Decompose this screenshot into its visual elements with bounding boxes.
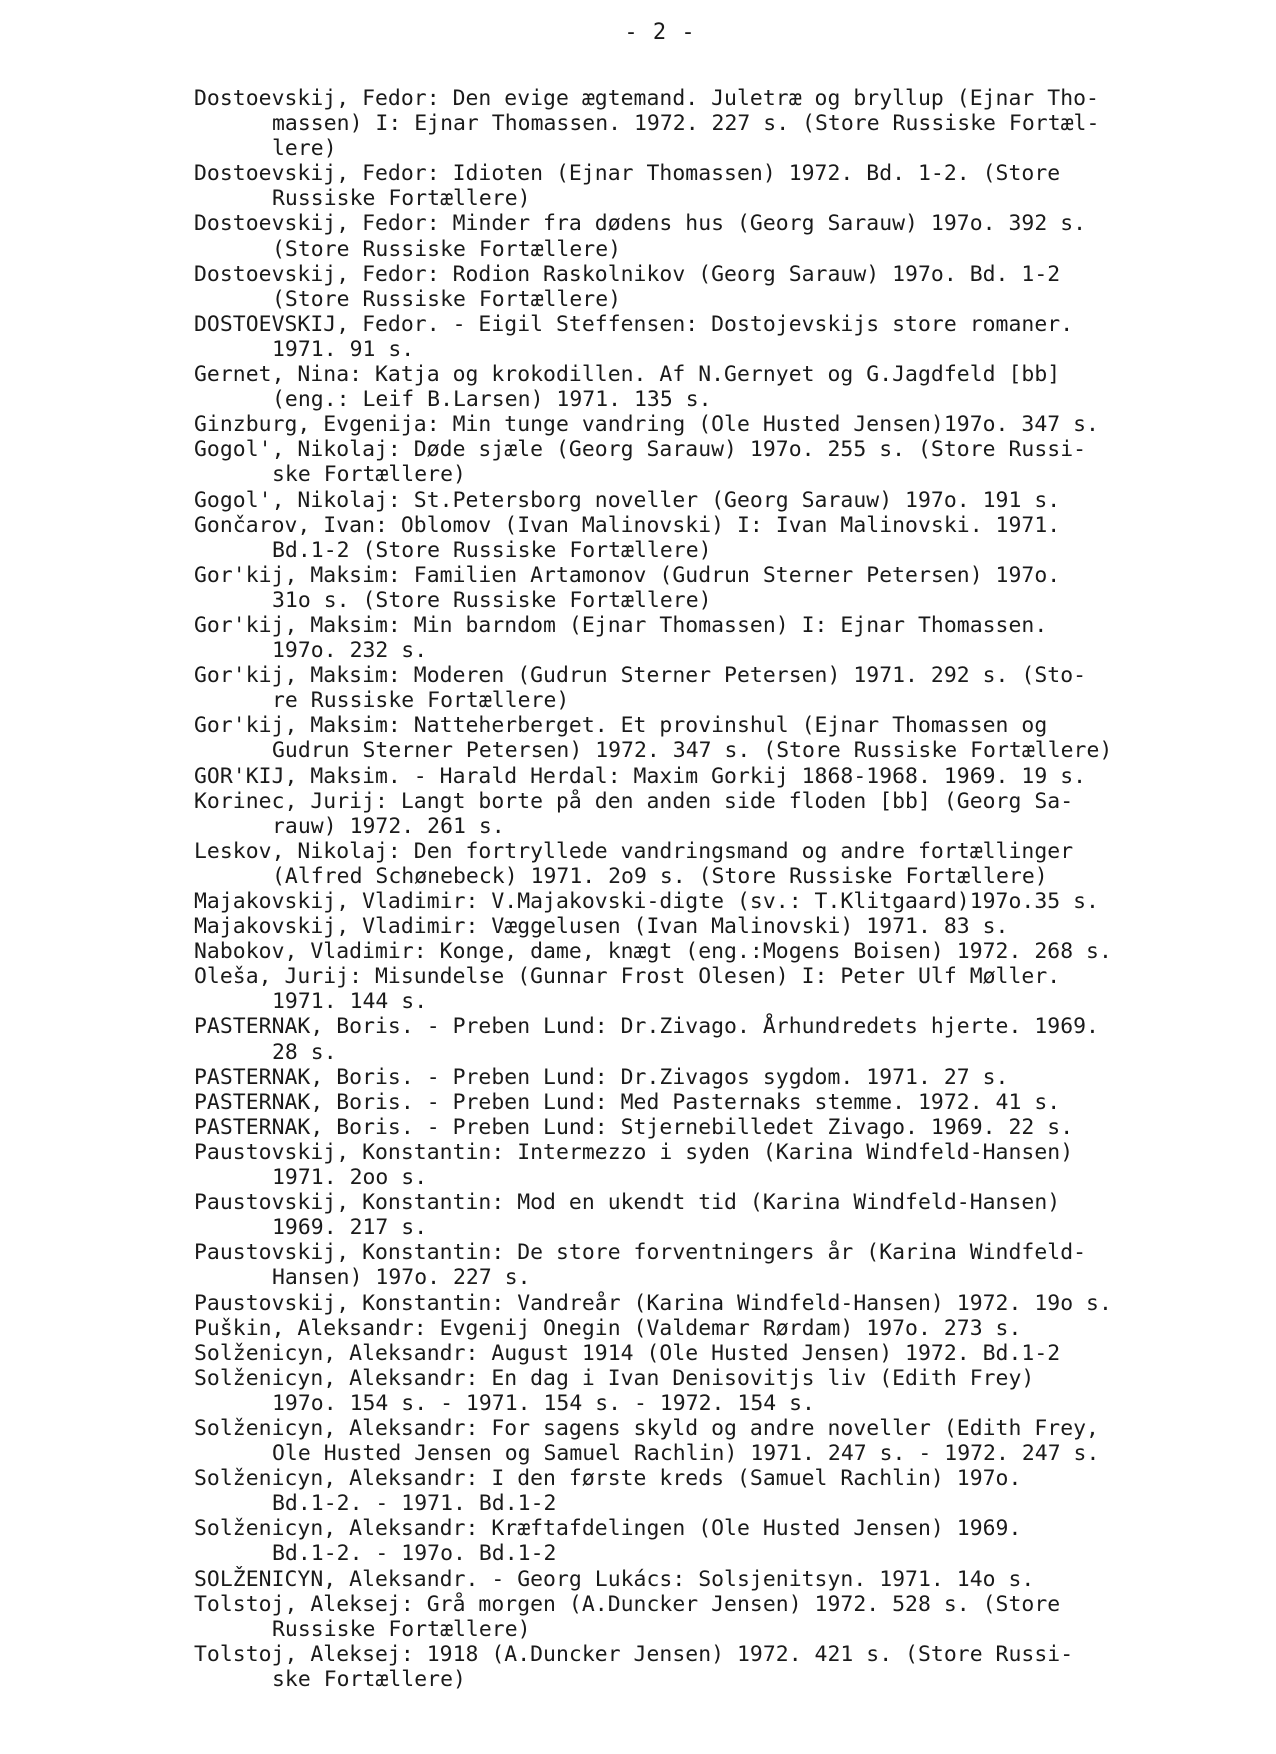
bibliography-entry [194,1014,1270,1064]
bibliography-entry [194,1240,1270,1290]
entry-line: Puškin, Aleksandr: Evgenij Onegin (Valdemar Rørdam) 197o. 273 s. [194,1315,1022,1341]
bibliography-entry [194,1190,1270,1240]
bibliography-entry [194,563,1270,613]
bibliography-entry [194,839,1270,889]
bibliography-entry [194,1316,1270,1341]
entry-continuation-line: ske Fortællere) [272,462,466,488]
entry-line: DOSTOEVSKIJ, Fedor. - Eigil Steffensen: Dostojevskijs store romaner. [194,311,1074,337]
entry-continuation-line: 1969. 217 s. [272,1215,428,1241]
entry-line: Paustovskij, Konstantin: Mod en ukendt tid (Karina Windfeld-Hansen) [194,1190,1061,1216]
bibliography-entry [194,1642,1270,1692]
entry-line: Tolstoj, Aleksej: 1918 (A.Duncker Jensen) 1972. 421 s. (Store Russi- [194,1641,1074,1667]
entry-continuation-line: (Store Russiske Fortællere) [272,286,622,312]
entry-continuation-line: ske Fortællere) [272,1666,466,1692]
entry-line: Gor'kij, Maksim: Familien Artamonov (Gudrun Sterner Petersen) 197o. [194,562,1061,588]
entry-continuation-line: Bd.1-2. - 1971. Bd.1-2 [272,1491,557,1517]
entry-continuation-line: rauw) 1972. 261 s. [272,813,505,839]
bibliography-entry [194,488,1270,513]
entry-line: Paustovskij, Konstantin: Vandreår (Karina Windfeld-Hansen) 1972. 19o s. [194,1290,1112,1316]
bibliography-entry [194,1140,1270,1190]
entry-line: PASTERNAK, Boris. - Preben Lund: Med Pasternaks stemme. 1972. 41 s. [194,1089,1061,1115]
entry-line: Solženicyn, Aleksandr: August 1914 (Ole Husted Jensen) 1972. Bd.1-2 [194,1340,1061,1366]
bibliography-entry [194,1366,1270,1416]
entry-line: Dostoevskij, Fedor: Rodion Raskolnikov (Georg Sarauw) 197o. Bd. 1-2 [194,261,1061,287]
bibliography-entry [194,1341,1270,1366]
entry-line: Dostoevskij, Fedor: Idioten (Ejnar Thomassen) 1972. Bd. 1-2. (Store [194,161,1061,187]
entry-continuation-line: Russiske Fortællere) [272,186,531,212]
entry-continuation-line: 28 s. [272,1039,337,1065]
bibliography-entry [194,86,1270,161]
entry-line: Gor'kij, Maksim: Natteherberget. Et provinshul (Ejnar Thomassen og [194,713,1048,739]
entry-line: PASTERNAK, Boris. - Preben Lund: Dr.Zivagos sygdom. 1971. 27 s. [194,1064,1009,1090]
bibliography-entry [194,437,1270,487]
entry-continuation-line: Ole Husted Jensen og Samuel Rachlin) 1971. 247 s. - 1972. 247 s. [272,1441,1100,1467]
entry-continuation-line: Hansen) 197o. 227 s. [272,1265,531,1291]
bibliography-entry [194,412,1270,437]
entry-continuation-line: 31o s. (Store Russiske Fortællere) [272,587,712,613]
bibliography-entry [194,1516,1270,1566]
entry-line: Gogol', Nikolaj: Døde sjæle (Georg Sarauw) 197o. 255 s. (Store Russi- [194,437,1087,463]
entry-line: Dostoevskij, Fedor: Minder fra dødens hus (Georg Sarauw) 197o. 392 s. [194,211,1087,237]
entry-line: GOR'KIJ, Maksim. - Harald Herdal: Maxim Gorkij 1868-1968. 1969. 19 s. [194,763,1087,789]
entry-line: Gončarov, Ivan: Oblomov (Ivan Malinovski) I: Ivan Malinovski. 1971. [194,512,1061,538]
entry-continuation-line: Bd.1-2 (Store Russiske Fortællere) [272,537,712,563]
bibliography-entry [194,211,1270,261]
entry-line: Tolstoj, Aleksej: Grå morgen (A.Duncker Jensen) 1972. 528 s. (Store [194,1591,1061,1617]
bibliography-entry [194,964,1270,1014]
entry-continuation-line: massen) I: Ejnar Thomassen. 1972. 227 s. (Store Russiske Fortæl- [272,111,1100,137]
entry-line: Oleša, Jurij: Misundelse (Gunnar Frost Olesen) I: Peter Ulf Møller. [194,964,1061,990]
entry-line: PASTERNAK, Boris. - Preben Lund: Dr.Zivago. Århundredets hjerte. 1969. [194,1014,1099,1040]
entry-continuation-line: (Alfred Schønebeck) 1971. 2o9 s. (Store Russiske Fortællere) [272,863,1048,889]
bibliography-entry [194,789,1270,839]
bibliography-entry [194,312,1270,362]
bibliography-entry [194,1567,1270,1592]
bibliography-entry [194,1115,1270,1140]
entry-line: Paustovskij, Konstantin: Intermezzo i syden (Karina Windfeld-Hansen) [194,1139,1074,1165]
entry-line: Solženicyn, Aleksandr: I den første kreds (Samuel Rachlin) 197o. [194,1466,1022,1492]
bibliography-entry [194,1416,1270,1466]
bibliography-entry [194,1466,1270,1516]
entry-line: Dostoevskij, Fedor: Den evige ægtemand. Juletræ og bryllup (Ejnar Tho- [194,86,1099,111]
entry-continuation-line: Bd.1-2. - 197o. Bd.1-2 [272,1541,557,1567]
bibliography-entry [194,262,1270,312]
entry-continuation-line: 1971. 144 s. [272,989,428,1015]
entry-line: Gogol', Nikolaj: St.Petersborg noveller (Georg Sarauw) 197o. 191 s. [194,487,1061,513]
entry-continuation-line: 197o. 232 s. [272,638,428,664]
bibliography-entry [194,613,1270,663]
bibliography-entry [194,713,1270,763]
page-number: - 2 - [624,20,696,45]
entry-line: Solženicyn, Aleksandr: For sagens skyld og andre noveller (Edith Frey, [194,1415,1099,1441]
bibliography-entry [194,764,1270,789]
bibliography-entry [194,663,1270,713]
bibliography-list [194,86,1270,1692]
entry-continuation-line: re Russiske Fortællere) [272,688,570,714]
entry-continuation-line: Russiske Fortællere) [272,1616,531,1642]
bibliography-entry [194,914,1270,939]
entry-line: Solženicyn, Aleksandr: En dag i Ivan Denisovitjs liv (Edith Frey) [194,1365,1035,1391]
entry-line: PASTERNAK, Boris. - Preben Lund: Stjernebilledet Zivago. 1969. 22 s. [194,1114,1074,1140]
entry-continuation-line: Gudrun Sterner Petersen) 1972. 347 s. (Store Russiske Fortællere) [272,738,1113,764]
entry-line: Paustovskij, Konstantin: De store forventningers år (Karina Windfeld- [194,1240,1087,1266]
entry-line: Solženicyn, Aleksandr: Kræftafdelingen (Ole Husted Jensen) 1969. [194,1516,1022,1542]
bibliography-entry [194,889,1270,914]
entry-line: Gernet, Nina: Katja og krokodillen. Af N.Gernyet og G.Jagdfeld [bb] [194,362,1061,388]
entry-line: Majakovskij, Vladimir: Væggelusen (Ivan Malinovski) 1971. 83 s. [194,914,1009,940]
entry-line: Nabokov, Vladimir: Konge, dame, knægt (eng.:Mogens Boisen) 1972. 268 s. [194,939,1112,965]
entry-line: Leskov, Nikolaj: Den fortryllede vandringsmand og andre fortællinger [194,838,1074,864]
entry-continuation-line: 1971. 2oo s. [272,1165,428,1191]
entry-continuation-line: 197o. 154 s. - 1971. 154 s. - 1972. 154 s. [272,1390,815,1416]
bibliography-entry [194,1090,1270,1115]
bibliography-entry [194,1065,1270,1090]
bibliography-entry [194,939,1270,964]
bibliography-entry [194,1592,1270,1642]
bibliography-entry [194,362,1270,412]
entry-line: Ginzburg, Evgenija: Min tunge vandring (Ole Husted Jensen)197o. 347 s. [194,412,1099,438]
entry-line: Korinec, Jurij: Langt borte på den anden side floden [bb] (Georg Sa- [194,788,1074,814]
entry-continuation-line: (eng.: Leif B.Larsen) 1971. 135 s. [272,387,712,413]
entry-line: Gor'kij, Maksim: Moderen (Gudrun Sterner Petersen) 1971. 292 s. (Sto- [194,663,1087,689]
entry-line: SOLŽENICYN, Aleksandr. - Georg Lukács: Solsjenitsyn. 1971. 14o s. [194,1566,1035,1592]
entry-continuation-line: (Store Russiske Fortællere) [272,236,622,262]
bibliography-entry [194,513,1270,563]
entry-continuation-line: 1971. 91 s. [272,336,415,362]
entry-line: Gor'kij, Maksim: Min barndom (Ejnar Thomassen) I: Ejnar Thomassen. [194,612,1048,638]
bibliography-entry [194,1291,1270,1316]
entry-continuation-line: lere) [272,136,337,162]
entry-line: Majakovskij, Vladimir: V.Majakovski-digte (sv.: T.Klitgaard)197o.35 s. [194,889,1099,914]
bibliography-entry [194,161,1270,211]
